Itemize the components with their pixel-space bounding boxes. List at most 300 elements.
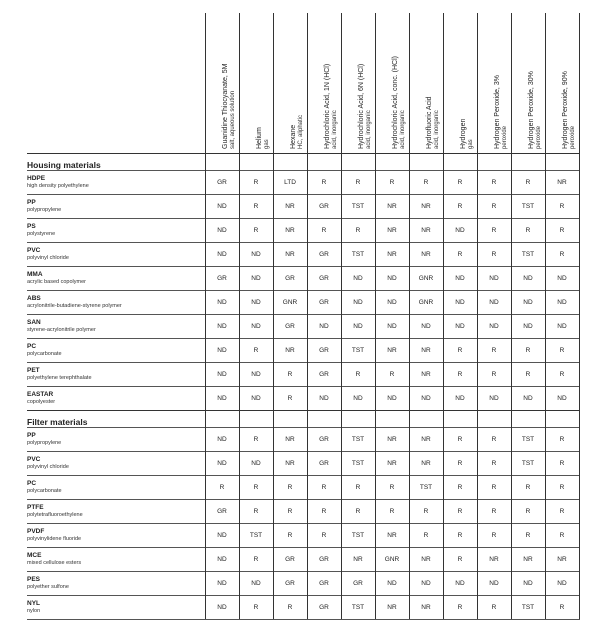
rating-cell: ND <box>443 315 477 339</box>
rating-cell: R <box>307 219 341 243</box>
rating-cell: R <box>477 363 511 387</box>
rating-cell: ND <box>545 387 579 411</box>
rating-cell: NR <box>545 171 579 195</box>
rating-cell: GR <box>307 339 341 363</box>
group-header-cell <box>239 154 273 171</box>
rating-cell: NR <box>273 195 307 219</box>
rating-cell: R <box>341 476 375 500</box>
rating-cell: R <box>273 500 307 524</box>
material-abbreviation: MMA <box>27 271 43 278</box>
rating-cell: GR <box>205 267 239 291</box>
table-row <box>27 524 579 548</box>
material-cell <box>27 339 205 363</box>
table-row <box>27 243 579 267</box>
rating-cell: R <box>545 500 579 524</box>
rating-cell: GR <box>273 267 307 291</box>
chemical-column-header <box>443 13 477 154</box>
rating-cell: ND <box>375 267 409 291</box>
rating-cell: ND <box>239 387 273 411</box>
rating-cell: R <box>307 524 341 548</box>
rating-cell: ND <box>239 243 273 267</box>
rating-cell: R <box>443 548 477 572</box>
rating-cell: ND <box>443 387 477 411</box>
group-header-cell <box>545 154 579 171</box>
rating-cell: R <box>545 452 579 476</box>
group-header-cell <box>205 411 239 428</box>
rating-cell: ND <box>205 596 239 620</box>
rating-cell: NR <box>273 243 307 267</box>
rating-cell: NR <box>409 243 443 267</box>
chemical-type: peroxide <box>570 125 576 149</box>
table-row <box>27 267 579 291</box>
rating-cell: R <box>239 500 273 524</box>
table-row <box>27 572 579 596</box>
rating-cell: ND <box>375 315 409 339</box>
rating-cell: NR <box>409 339 443 363</box>
material-abbreviation: PVC <box>27 247 41 254</box>
rating-cell: R <box>375 171 409 195</box>
material-cell <box>27 452 205 476</box>
material-full-name: polytetrafluoroethylene <box>27 512 83 518</box>
rating-cell: GR <box>307 291 341 315</box>
group-header-cell <box>511 411 545 428</box>
corner-cell <box>27 13 205 154</box>
rating-cell: ND <box>511 267 545 291</box>
chemical-name: Hydrofluoric Acid <box>426 96 433 149</box>
chemical-column-header <box>409 13 443 154</box>
rating-cell: ND <box>511 315 545 339</box>
rating-cell: R <box>477 524 511 548</box>
rating-cell: NR <box>375 219 409 243</box>
chemical-type: gas <box>468 139 474 149</box>
group-header-cell <box>205 154 239 171</box>
rating-cell: GNR <box>375 548 409 572</box>
table-row <box>27 428 579 452</box>
rating-cell: ND <box>443 219 477 243</box>
rating-cell: ND <box>307 315 341 339</box>
rating-cell: R <box>443 363 477 387</box>
rating-cell: R <box>443 339 477 363</box>
rating-cell: TST <box>511 243 545 267</box>
chemical-column-header <box>511 13 545 154</box>
rating-cell: ND <box>205 315 239 339</box>
chemical-column-header <box>307 13 341 154</box>
rating-cell: TST <box>511 428 545 452</box>
rating-cell: ND <box>477 315 511 339</box>
rating-cell: TST <box>341 339 375 363</box>
rating-cell: ND <box>341 291 375 315</box>
rating-cell: NR <box>409 428 443 452</box>
table-row <box>27 291 579 315</box>
material-full-name: polystyrene <box>27 231 56 237</box>
material-full-name: copolyester <box>27 399 56 405</box>
rating-cell: TST <box>409 476 443 500</box>
material-abbreviation: PS <box>27 223 36 230</box>
rating-cell: R <box>545 524 579 548</box>
rating-cell: R <box>273 387 307 411</box>
material-abbreviation: ABS <box>27 295 41 302</box>
rating-cell: ND <box>205 219 239 243</box>
rating-cell: ND <box>239 452 273 476</box>
material-cell <box>27 428 205 452</box>
rating-cell: R <box>239 428 273 452</box>
rating-cell: NR <box>477 548 511 572</box>
rating-cell: ND <box>511 291 545 315</box>
rating-cell: R <box>511 524 545 548</box>
rating-cell: ND <box>205 524 239 548</box>
chemical-name: Hydrochloric Acid, conc. (HCl) <box>392 56 399 149</box>
chemical-name: Hexane <box>290 124 297 149</box>
rating-cell: TST <box>511 596 545 620</box>
group-header-cell <box>341 154 375 171</box>
chemical-type: acid, inorganic <box>332 110 338 149</box>
rating-cell: ND <box>205 572 239 596</box>
material-cell <box>27 387 205 411</box>
material-cell <box>27 548 205 572</box>
rating-cell: R <box>273 363 307 387</box>
material-abbreviation: PP <box>27 432 36 439</box>
rating-cell: R <box>477 476 511 500</box>
rating-cell: R <box>273 476 307 500</box>
material-cell <box>27 572 205 596</box>
chemical-name: Helium <box>256 127 263 149</box>
chemical-type: peroxide <box>502 125 508 149</box>
material-cell <box>27 243 205 267</box>
rating-cell: ND <box>545 291 579 315</box>
table-row <box>27 387 579 411</box>
rating-cell: R <box>477 243 511 267</box>
rating-cell: ND <box>341 315 375 339</box>
rating-cell: ND <box>375 387 409 411</box>
rating-cell: NR <box>409 548 443 572</box>
group-header-cell <box>409 154 443 171</box>
rating-cell: ND <box>341 267 375 291</box>
rating-cell: R <box>511 476 545 500</box>
rating-cell: R <box>545 596 579 620</box>
rating-cell: ND <box>307 387 341 411</box>
material-abbreviation: PC <box>27 343 37 350</box>
rating-cell: R <box>443 596 477 620</box>
group-title: Housing materials <box>27 154 205 171</box>
material-abbreviation: HDPE <box>27 175 46 182</box>
chemical-type: peroxide <box>536 125 542 149</box>
chemical-column-header <box>341 13 375 154</box>
rating-cell: R <box>239 548 273 572</box>
rating-cell: R <box>375 500 409 524</box>
rating-cell: R <box>545 195 579 219</box>
rating-cell: NR <box>375 339 409 363</box>
rating-cell: R <box>443 243 477 267</box>
rating-cell: ND <box>409 572 443 596</box>
chemical-column-header <box>205 13 239 154</box>
rating-cell: R <box>477 339 511 363</box>
material-cell <box>27 500 205 524</box>
chemical-name: Hydrogen Peroxide, 3% <box>494 75 501 149</box>
group-header-cell <box>341 411 375 428</box>
material-abbreviation: PC <box>27 480 37 487</box>
rating-cell: ND <box>341 387 375 411</box>
group-header-row <box>27 154 579 171</box>
chemical-type: HC, aliphatic <box>298 114 304 149</box>
rating-cell: NR <box>375 428 409 452</box>
material-cell <box>27 476 205 500</box>
rating-cell: R <box>477 500 511 524</box>
rating-cell: R <box>239 195 273 219</box>
rating-cell: ND <box>409 315 443 339</box>
rating-cell: GR <box>307 572 341 596</box>
rating-cell: GR <box>307 363 341 387</box>
rating-cell: R <box>273 524 307 548</box>
rating-cell: TST <box>341 596 375 620</box>
rating-cell: ND <box>477 267 511 291</box>
rating-cell: R <box>443 476 477 500</box>
chemical-compatibility-table <box>27 13 580 620</box>
rating-cell: TST <box>239 524 273 548</box>
rating-cell: GR <box>273 315 307 339</box>
table-row <box>27 171 579 195</box>
rating-cell: R <box>443 500 477 524</box>
rating-cell: NR <box>273 452 307 476</box>
group-header-row <box>27 411 579 428</box>
rating-cell: R <box>477 428 511 452</box>
rating-cell: ND <box>239 267 273 291</box>
material-abbreviation: PP <box>27 199 36 206</box>
rating-cell: GR <box>307 195 341 219</box>
rating-cell: NR <box>545 548 579 572</box>
group-title: Filter materials <box>27 411 205 428</box>
chemical-name: Hydrogen Peroxide, 90% <box>562 71 569 149</box>
rating-cell: GR <box>205 171 239 195</box>
rating-cell: GR <box>307 452 341 476</box>
material-full-name: polyvinyl chloride <box>27 464 69 470</box>
column-header-row <box>27 13 579 154</box>
rating-cell: NR <box>409 219 443 243</box>
material-abbreviation: PES <box>27 576 41 583</box>
material-cell <box>27 315 205 339</box>
rating-cell: R <box>341 363 375 387</box>
material-full-name: polyvinyl chloride <box>27 255 69 261</box>
rating-cell: GR <box>307 596 341 620</box>
rating-cell: GR <box>307 267 341 291</box>
rating-cell: R <box>409 171 443 195</box>
group-header-cell <box>443 411 477 428</box>
chemical-column-header <box>273 13 307 154</box>
table-row <box>27 363 579 387</box>
chemical-type: salt, aqueous solution <box>230 90 236 149</box>
group-header-cell <box>511 154 545 171</box>
rating-cell: R <box>375 476 409 500</box>
material-full-name: acrylic based copolymer <box>27 279 86 285</box>
rating-cell: ND <box>239 363 273 387</box>
rating-cell: R <box>511 363 545 387</box>
rating-cell: ND <box>205 243 239 267</box>
group-header-cell <box>375 411 409 428</box>
rating-cell: R <box>545 243 579 267</box>
material-cell <box>27 291 205 315</box>
group-header-cell <box>443 154 477 171</box>
table-row <box>27 476 579 500</box>
rating-cell: ND <box>239 291 273 315</box>
rating-cell: ND <box>545 572 579 596</box>
table-row <box>27 596 579 620</box>
rating-cell: R <box>545 363 579 387</box>
material-full-name: polyether sulfone <box>27 584 69 590</box>
rating-cell: ND <box>477 387 511 411</box>
material-full-name: polycarbonate <box>27 351 62 357</box>
table-row <box>27 452 579 476</box>
rating-cell: ND <box>409 387 443 411</box>
rating-cell: ND <box>239 572 273 596</box>
rating-cell: GNR <box>409 267 443 291</box>
material-cell <box>27 363 205 387</box>
group-header-cell <box>477 154 511 171</box>
rating-cell: R <box>307 500 341 524</box>
group-header-cell <box>307 154 341 171</box>
rating-cell: TST <box>511 452 545 476</box>
chemical-name: Hydrogen Peroxide, 30% <box>528 71 535 149</box>
rating-cell: ND <box>511 387 545 411</box>
material-full-name: polyvinylidene fluoride <box>27 536 82 542</box>
material-cell <box>27 267 205 291</box>
rating-cell: ND <box>205 387 239 411</box>
rating-cell: ND <box>443 267 477 291</box>
material-cell <box>27 596 205 620</box>
rating-cell: ND <box>545 267 579 291</box>
rating-cell: NR <box>273 339 307 363</box>
rating-cell: NR <box>409 195 443 219</box>
rating-cell: GR <box>307 243 341 267</box>
rating-cell: TST <box>341 428 375 452</box>
rating-cell: GR <box>307 428 341 452</box>
rating-cell: R <box>443 171 477 195</box>
material-full-name: polypropylene <box>27 440 62 446</box>
rating-cell: ND <box>205 339 239 363</box>
material-abbreviation: PVDF <box>27 528 45 535</box>
rating-cell: ND <box>205 452 239 476</box>
rating-cell: GR <box>273 572 307 596</box>
group-header-cell <box>545 411 579 428</box>
material-abbreviation: SAN <box>27 319 41 326</box>
rating-cell: NR <box>375 195 409 219</box>
rating-cell: ND <box>511 572 545 596</box>
chemical-column-header <box>545 13 579 154</box>
table-row <box>27 548 579 572</box>
rating-cell: NR <box>375 524 409 548</box>
rating-cell: ND <box>443 572 477 596</box>
rating-cell: NR <box>273 428 307 452</box>
rating-cell: R <box>545 428 579 452</box>
chemical-type: gas <box>264 139 270 149</box>
group-header-cell <box>273 154 307 171</box>
rating-cell: GNR <box>273 291 307 315</box>
group-header-cell <box>477 411 511 428</box>
material-abbreviation: MCE <box>27 552 42 559</box>
rating-cell: GR <box>205 500 239 524</box>
rating-cell: ND <box>375 291 409 315</box>
rating-cell: NR <box>375 452 409 476</box>
table-row <box>27 500 579 524</box>
rating-cell: TST <box>341 243 375 267</box>
rating-cell: R <box>409 524 443 548</box>
rating-cell: GR <box>273 548 307 572</box>
rating-cell: ND <box>205 363 239 387</box>
rating-cell: R <box>273 596 307 620</box>
material-full-name: high density polyethylene <box>27 183 89 189</box>
material-abbreviation: PVC <box>27 456 41 463</box>
rating-cell: R <box>477 452 511 476</box>
rating-cell: R <box>477 219 511 243</box>
rating-cell: R <box>443 524 477 548</box>
rating-cell: ND <box>205 548 239 572</box>
rating-cell: NR <box>511 548 545 572</box>
rating-cell: R <box>205 476 239 500</box>
material-abbreviation: NYL <box>27 600 40 607</box>
rating-cell: ND <box>545 315 579 339</box>
rating-cell: NR <box>409 452 443 476</box>
rating-cell: R <box>545 219 579 243</box>
rating-cell: R <box>375 363 409 387</box>
chemical-type: acid, inorganic <box>434 110 440 149</box>
material-cell <box>27 524 205 548</box>
rating-cell: R <box>239 596 273 620</box>
material-cell <box>27 195 205 219</box>
group-header-cell <box>239 411 273 428</box>
rating-cell: R <box>511 171 545 195</box>
rating-cell: ND <box>205 291 239 315</box>
rating-cell: ND <box>239 315 273 339</box>
rating-cell: R <box>545 339 579 363</box>
rating-cell: R <box>443 428 477 452</box>
rating-cell: R <box>443 195 477 219</box>
rating-cell: R <box>239 171 273 195</box>
rating-cell: TST <box>341 195 375 219</box>
rating-cell: GR <box>341 572 375 596</box>
chemical-column-header <box>477 13 511 154</box>
material-abbreviation: PET <box>27 367 40 374</box>
rating-cell: NR <box>375 243 409 267</box>
rating-cell: R <box>239 339 273 363</box>
material-full-name: mixed cellulose esters <box>27 560 82 566</box>
rating-cell: TST <box>511 195 545 219</box>
material-abbreviation: EASTAR <box>27 391 54 398</box>
chemical-name: Guanidine Thiocyanate, 5M <box>222 63 229 149</box>
material-full-name: polycarbonate <box>27 488 62 494</box>
rating-cell: ND <box>443 291 477 315</box>
rating-cell: ND <box>477 572 511 596</box>
rating-cell: ND <box>375 572 409 596</box>
group-header-cell <box>273 411 307 428</box>
rating-cell: R <box>341 171 375 195</box>
rating-cell: R <box>239 219 273 243</box>
chemical-type: acid, inorganic <box>366 110 372 149</box>
group-header-cell <box>307 411 341 428</box>
rating-cell: R <box>307 476 341 500</box>
chemical-name: Hydrochloric Acid, 1N (HCl) <box>324 63 331 149</box>
rating-cell: R <box>511 339 545 363</box>
rating-cell: ND <box>205 428 239 452</box>
material-full-name: styrene-acrylonitrile polymer <box>27 327 96 333</box>
rating-cell: R <box>477 171 511 195</box>
table-row <box>27 315 579 339</box>
material-cell <box>27 219 205 243</box>
rating-cell: R <box>409 500 443 524</box>
rating-cell: NR <box>409 596 443 620</box>
rating-cell: ND <box>205 195 239 219</box>
rating-cell: ND <box>477 291 511 315</box>
rating-cell: TST <box>341 452 375 476</box>
material-full-name: acrylonitrile-butadiene-styrene polymer <box>27 303 122 309</box>
rating-cell: GNR <box>409 291 443 315</box>
